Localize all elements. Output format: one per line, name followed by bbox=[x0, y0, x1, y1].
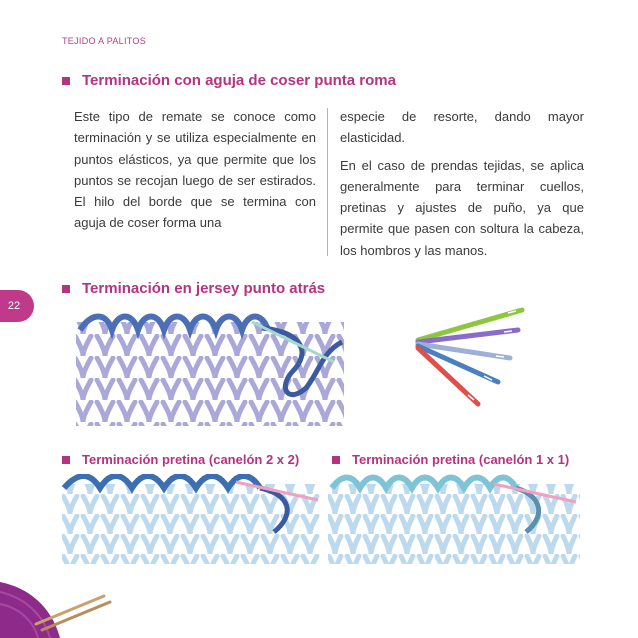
section-title-canelon-2x2 bbox=[62, 452, 299, 467]
body-column-left bbox=[74, 106, 316, 234]
paragraph-text: En el caso de prendas tejidas, se aplica generalmente para terminar cuellos, pretinas y ajustes de puño, ya que permite que pasen con soltura la cabeza, los hombros y las manos. bbox=[340, 157, 584, 258]
square-bullet-icon bbox=[332, 456, 340, 464]
section-title-text: Terminación pretina (canelón 1 x 1) bbox=[352, 452, 570, 467]
square-bullet-icon bbox=[62, 456, 70, 464]
body-column-right bbox=[340, 106, 584, 267]
rib-1x1-illustration bbox=[326, 474, 582, 566]
square-bullet-icon bbox=[62, 77, 70, 85]
section-title-text: Terminación en jersey punto atrás bbox=[82, 280, 326, 297]
paragraph-text: Este tipo de remate se conoce como terminación y se utiliza especialmente en puntos elásticos, ya que permite que los puntos se recojan luego de ser estirados. El hilo del borde que se termina con aguja de coser forma una bbox=[74, 109, 316, 231]
section-title-aguja bbox=[62, 72, 396, 89]
page-number-tab bbox=[0, 290, 34, 322]
sewing-needles-illustration bbox=[400, 300, 530, 420]
running-header: TEJIDO A PALITOS bbox=[62, 36, 146, 46]
section-title-text: Terminación pretina (canelón 2 x 2) bbox=[82, 452, 300, 467]
decorative-yarn-corner bbox=[0, 568, 140, 638]
rib-2x2-illustration bbox=[60, 474, 322, 566]
section-title-jersey bbox=[62, 280, 325, 297]
section-title-text: Terminación con aguja de coser punta roma bbox=[82, 72, 396, 89]
paragraph-text: especie de resorte, dando mayor elasticidad. bbox=[340, 109, 584, 146]
column-divider bbox=[327, 108, 328, 256]
section-title-canelon-1x1 bbox=[332, 452, 569, 467]
square-bullet-icon bbox=[62, 285, 70, 293]
page-number: 22 bbox=[7, 300, 21, 312]
jersey-stitch-illustration bbox=[72, 312, 348, 430]
